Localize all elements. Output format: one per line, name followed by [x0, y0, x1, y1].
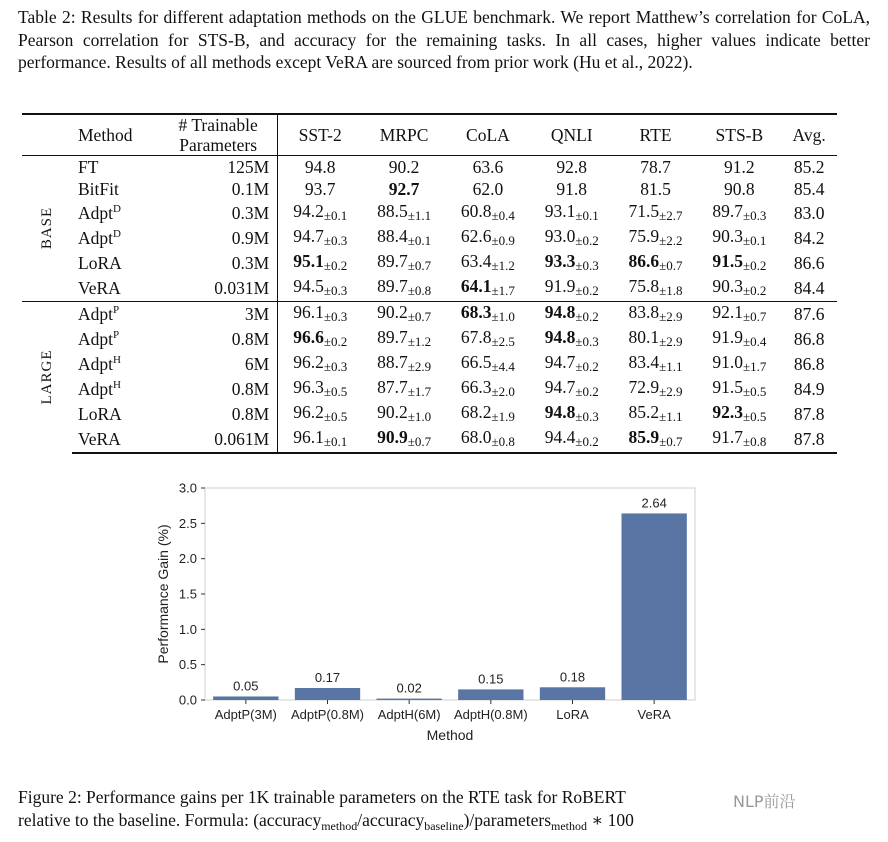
params-cell: 0.3M	[159, 201, 278, 226]
y-tick-label: 2.0	[178, 551, 197, 567]
score-cell-rte: 71.5±2.7	[628, 200, 683, 223]
score-cell-qnli: 93.3±0.3	[544, 250, 599, 273]
method-cell: LoRA	[78, 404, 122, 424]
avg-cell: 87.8	[793, 404, 825, 424]
score-cell-cola: 68.3±1.0	[446, 301, 530, 327]
bar-AdptH(0.8M)	[458, 689, 523, 700]
params-cell: 0.1M	[159, 178, 278, 201]
score-cell-qnli: 91.8	[556, 179, 588, 200]
table-row	[22, 178, 837, 201]
avg-cell: 84.2	[793, 228, 825, 248]
x-tick-label: VeRA	[637, 707, 671, 722]
performance-gain-chart	[140, 472, 720, 742]
params-cell: 0.8M	[159, 327, 278, 352]
score-cell-cola: 63.4±1.2	[460, 250, 515, 273]
large-group	[22, 301, 837, 453]
method-cell: FT	[72, 156, 159, 179]
params-cell: 0.9M	[159, 226, 278, 251]
score-cell-qnli: 94.8±0.3	[544, 326, 599, 349]
method-cell: Adpt$^P$	[78, 329, 120, 349]
table-row	[22, 402, 837, 427]
avg-cell: 86.8	[793, 329, 825, 349]
score-cell-sst2: 96.1±0.3	[278, 301, 362, 327]
header-qnli: QNLI	[550, 125, 593, 145]
header-avg: Avg.	[792, 125, 826, 145]
header-stsb: STS-B	[715, 125, 764, 145]
method-cell: VeRA	[78, 278, 121, 298]
avg-cell: 85.2	[781, 156, 837, 179]
score-cell-stsb: 92.3±0.5	[712, 401, 767, 424]
table-row	[22, 352, 837, 377]
bar-AdptP(0.8M)	[295, 688, 360, 700]
table-row	[22, 427, 837, 453]
method-cell: Adpt$^P$	[72, 301, 159, 327]
score-cell-cola: 66.3±2.0	[460, 376, 515, 399]
header-sst2: SST-2	[298, 125, 342, 145]
avg-cell: 84.4	[793, 278, 825, 298]
bar-LoRA	[540, 687, 605, 700]
header-cola: CoLA	[466, 125, 510, 145]
score-cell-cola: 63.6	[446, 156, 530, 179]
score-cell-stsb: 92.1±0.7	[697, 301, 781, 327]
score-cell-qnli: 94.8±0.3	[544, 401, 599, 424]
score-cell-rte: 72.9±2.9	[628, 376, 683, 399]
score-cell-stsb: 90.3±0.2	[712, 275, 767, 298]
data-label: 0.15	[478, 671, 504, 687]
table-row	[22, 377, 837, 402]
params-cell: 3M	[159, 301, 278, 327]
x-tick-label: AdptP(3M)	[214, 707, 277, 722]
score-cell-mrpc: 89.7±0.8	[377, 275, 432, 298]
score-cell-stsb: 91.0±1.7	[712, 351, 767, 374]
x-tick-label: AdptH(6M)	[377, 707, 441, 722]
avg-cell: 85.4	[793, 179, 825, 200]
score-cell-cola: 66.5±4.4	[460, 351, 515, 374]
score-cell-rte: 81.5	[640, 179, 671, 200]
table-row	[22, 226, 837, 251]
score-cell-qnli: 94.7±0.2	[544, 376, 599, 399]
table-row	[22, 276, 837, 302]
score-cell-rte: 75.9±2.2	[628, 225, 683, 248]
score-cell-mrpc: 88.4±0.1	[377, 225, 432, 248]
header-mrpc: MRPC	[379, 125, 429, 145]
y-tick-label: 3.0	[178, 480, 197, 496]
score-cell-stsb: 91.7±0.8	[697, 427, 781, 453]
score-cell-cola: 62.6±0.9	[460, 225, 515, 248]
table-caption: Table 2: Results for different adaptation methods on the GLUE benchmark. We report Matthew’s correlation for CoLA, Pearson correlation for STS-B, and accuracy for the remaining tasks. In all cases, higher values indicate better performance. Results of all methods except VeRA are sourced from prior work (Hu et al., 2022).	[18, 7, 870, 72]
method-cell: VeRA	[72, 427, 159, 453]
score-cell-sst2: 95.1±0.2	[293, 250, 348, 273]
params-cell: 0.8M	[159, 377, 278, 402]
params-cell: 0.3M	[159, 251, 278, 276]
score-cell-rte: 86.6±0.7	[628, 250, 683, 273]
score-cell-sst2: 96.3±0.5	[293, 376, 348, 399]
header-params-line2: Parameters	[179, 135, 258, 155]
table-row	[22, 156, 837, 179]
score-cell-mrpc: 88.7±2.9	[377, 351, 432, 374]
params-cell: 0.061M	[159, 427, 278, 453]
figure-caption: Figure 2: Performance gains per 1K trainable parameters on the RTE task for RoBERT relative to the baseline. Formula: (accuracy$_{method}$/accuracy$_{baseline}$)/parameters$_{method}$ ∗ 100	[18, 787, 634, 833]
method-cell: BitFit	[78, 179, 119, 200]
score-cell-cola: 60.8±0.4	[460, 200, 515, 223]
score-cell-sst2: 93.7	[304, 179, 336, 200]
score-cell-mrpc: 89.7±0.7	[377, 250, 432, 273]
params-cell: 6M	[159, 352, 278, 377]
score-cell-sst2: 94.8	[278, 156, 362, 179]
method-cell: Adpt$^H$	[78, 379, 121, 399]
score-cell-sst2: 96.6±0.2	[293, 326, 348, 349]
score-cell-stsb: 89.7±0.3	[712, 200, 767, 223]
watermark: NLP前沿	[733, 792, 796, 811]
y-axis-label: Performance Gain (%)	[155, 524, 171, 664]
avg-cell: 83.0	[793, 203, 825, 223]
bar-AdptH(6M)	[377, 699, 442, 700]
avg-cell: 84.9	[793, 379, 825, 399]
y-tick-label: 2.5	[178, 515, 197, 531]
table-row	[22, 251, 837, 276]
y-tick-label: 1.5	[178, 586, 197, 602]
group-label-base: BASE	[39, 207, 55, 250]
group-label-large: LARGE	[39, 349, 55, 405]
score-cell-rte: 83.8±2.9	[614, 301, 698, 327]
table-row	[22, 201, 837, 226]
table-header-row	[22, 114, 837, 156]
avg-cell: 87.6	[781, 301, 837, 327]
data-label: 0.02	[396, 680, 422, 696]
y-tick-label: 1.0	[178, 621, 197, 637]
score-cell-sst2: 96.1±0.1	[278, 427, 362, 453]
x-tick-label: AdptH(0.8M)	[453, 707, 528, 722]
score-cell-cola: 68.2±1.9	[460, 401, 515, 424]
score-cell-stsb: 91.5±0.2	[712, 250, 767, 273]
score-cell-qnli: 94.7±0.2	[544, 351, 599, 374]
avg-cell: 87.8	[781, 427, 837, 453]
table-row	[22, 327, 837, 352]
score-cell-qnli: 94.4±0.2	[530, 427, 614, 453]
y-tick-label: 0.0	[178, 692, 197, 708]
method-cell: LoRA	[78, 253, 122, 273]
score-cell-mrpc: 90.2±1.0	[377, 401, 432, 424]
score-cell-cola: 64.1±1.7	[460, 275, 515, 298]
header-params-line1: # Trainable	[178, 115, 258, 135]
score-cell-stsb: 90.8	[724, 179, 755, 200]
data-label: 0.18	[559, 669, 586, 685]
score-cell-stsb: 90.3±0.1	[712, 225, 767, 248]
x-axis-label: Method	[426, 727, 474, 742]
params-cell: 0.031M	[159, 276, 278, 302]
score-cell-rte: 80.1±2.9	[628, 326, 683, 349]
x-tick-label: AdptP(0.8M)	[291, 707, 364, 722]
method-cell: Adpt$^D$	[78, 203, 121, 223]
bar-AdptP(3M)	[213, 696, 278, 700]
avg-cell: 86.8	[793, 354, 825, 374]
score-cell-qnli: 93.1±0.1	[544, 200, 599, 223]
score-cell-mrpc: 92.7	[388, 179, 420, 200]
method-cell: Adpt$^D$	[78, 228, 121, 248]
data-label: 2.64	[641, 495, 667, 511]
params-cell: 0.8M	[159, 402, 278, 427]
score-cell-mrpc: 88.5±1.1	[377, 200, 432, 223]
score-cell-sst2: 94.2±0.1	[293, 200, 348, 223]
results-table	[22, 113, 837, 454]
header-rte: RTE	[639, 125, 672, 145]
score-cell-sst2: 96.2±0.3	[293, 351, 348, 374]
data-label: 0.05	[233, 678, 259, 694]
avg-cell: 86.6	[793, 253, 825, 273]
table-row	[22, 301, 837, 327]
bar-VeRA	[622, 513, 687, 700]
score-cell-sst2: 94.5±0.3	[293, 275, 348, 298]
score-cell-rte: 78.7	[614, 156, 698, 179]
data-label: 0.17	[314, 669, 341, 685]
score-cell-rte: 75.8±1.8	[628, 275, 683, 298]
score-cell-cola: 62.0	[472, 179, 504, 200]
score-cell-stsb: 91.9±0.4	[712, 326, 767, 349]
x-tick-label: LoRA	[556, 707, 589, 722]
score-cell-cola: 68.0±0.8	[446, 427, 530, 453]
method-cell: Adpt$^H$	[78, 354, 121, 374]
score-cell-mrpc: 90.2±0.7	[362, 301, 446, 327]
score-cell-stsb: 91.2	[697, 156, 781, 179]
score-cell-stsb: 91.5±0.5	[712, 376, 767, 399]
score-cell-rte: 85.2±1.1	[628, 401, 683, 424]
score-cell-qnli: 94.8±0.2	[530, 301, 614, 327]
score-cell-mrpc: 87.7±1.7	[377, 376, 432, 399]
y-tick-label: 0.5	[178, 657, 197, 673]
params-cell: 125M	[159, 156, 278, 179]
header-params	[159, 114, 278, 156]
score-cell-qnli: 92.8	[530, 156, 614, 179]
score-cell-qnli: 93.0±0.2	[544, 225, 599, 248]
score-cell-cola: 67.8±2.5	[460, 326, 515, 349]
score-cell-mrpc: 90.9±0.7	[362, 427, 446, 453]
score-cell-qnli: 91.9±0.2	[544, 275, 599, 298]
score-cell-mrpc: 90.2	[362, 156, 446, 179]
header-method: Method	[78, 125, 133, 145]
base-group	[22, 156, 837, 302]
score-cell-sst2: 96.2±0.5	[293, 401, 348, 424]
score-cell-rte: 85.9±0.7	[614, 427, 698, 453]
score-cell-mrpc: 89.7±1.2	[377, 326, 432, 349]
score-cell-sst2: 94.7±0.3	[293, 225, 348, 248]
score-cell-rte: 83.4±1.1	[628, 351, 683, 374]
